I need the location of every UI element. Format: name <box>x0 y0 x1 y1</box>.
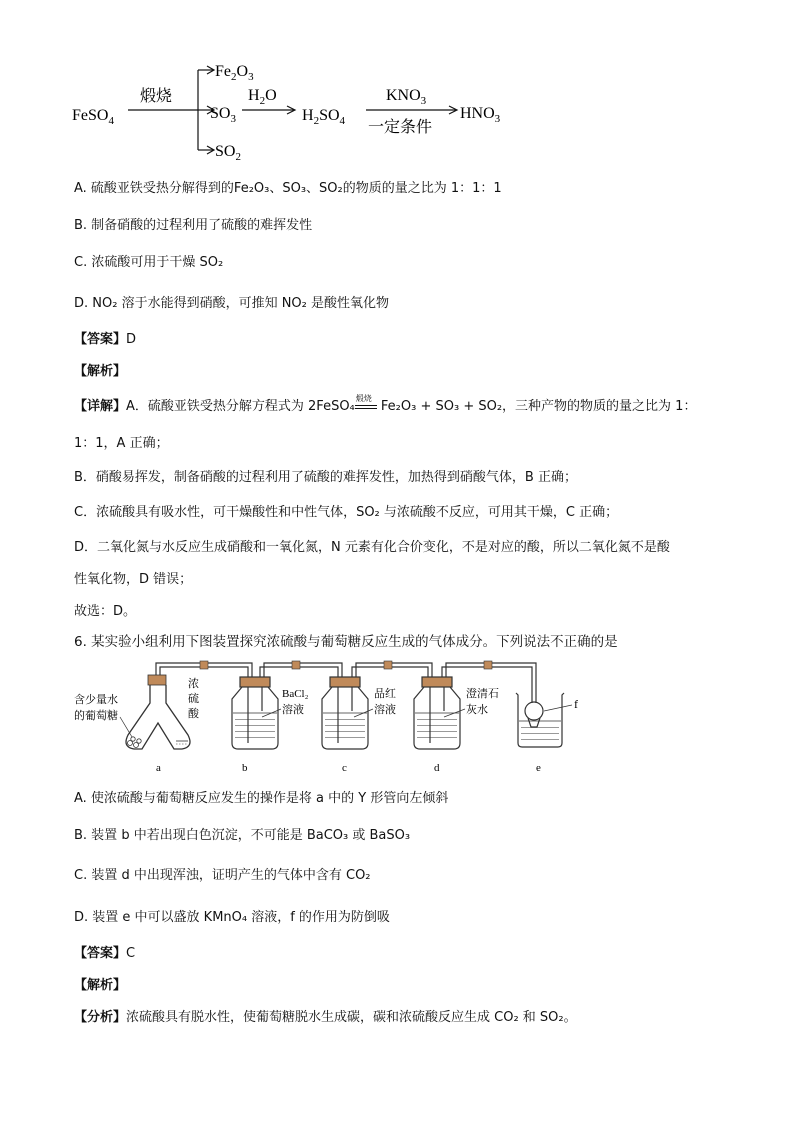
scheme-product-so2: $SO_2$ <box>215 143 241 163</box>
q6-option-d: D. 装置 e 中可以盛放 KMnO₄ 溶液，f 的作用为防倒吸 <box>74 910 390 925</box>
q6-analysis-line: 【分析】浓硫酸具有脱水性，使葡萄糖脱水生成碳，碳和浓硫酸反应生成 CO₂ 和 SO₂。 <box>74 1010 577 1025</box>
scheme-condition-certain: 一定条件 <box>368 119 433 136</box>
q5-detail-line-4: C．浓硫酸具有吸水性，可干燥酸性和中性气体，SO₂ 与浓硫酸不反应，可用其干燥，C 正确； <box>74 505 619 520</box>
q6-option-a: A. 使浓硫酸与葡萄糖反应发生的操作是将 a 中的 Y 形管向左倾斜 <box>74 791 449 806</box>
label-acid-1: 浓 <box>188 678 199 690</box>
q6-analysis-label: 【解析】 <box>74 978 127 993</box>
letter-c: c <box>342 762 347 774</box>
scheme-reagent-h2o: $H_2O$ <box>248 87 277 107</box>
apparatus-c-bottle <box>322 677 368 749</box>
apparatus-a-y-tube <box>126 675 190 749</box>
label-glucose-2: 的葡萄糖 <box>74 710 118 722</box>
apparatus-diagram <box>72 655 592 777</box>
letter-e: e <box>536 762 541 774</box>
letter-b: b <box>242 762 248 774</box>
q5-option-d: D. NO₂ 溶于水能得到硝酸，可推知 NO₂ 是酸性氧化物 <box>74 296 390 311</box>
q5-choose: 故选：D。 <box>74 604 137 619</box>
liquid-dots-b <box>235 719 275 738</box>
label-b-2: 溶液 <box>282 704 304 716</box>
reaction-scheme <box>70 58 530 168</box>
svg-text:FeSO4: FeSO$_4$ <box>72 107 114 127</box>
q6-stem: 6. 某实验小组利用下图装置探究浓硫酸与葡萄糖反应生成的气体成分。下列说法不正确的是 <box>74 634 618 650</box>
scheme-product-hno3: $HNO_3$ <box>460 105 501 125</box>
q5-detail-line-5: D．二氧化氮与水反应生成硝酸和一氧化氮，N 元素有化合价变化，不是对应的酸，所以二氧化氮不是酸 <box>74 540 670 555</box>
answer-value: D <box>126 332 137 347</box>
apparatus-d-bottle <box>414 677 460 749</box>
letter-a: a <box>156 762 161 774</box>
q5-option-b: B. 制备硝酸的过程利用了硫酸的难挥发性 <box>74 218 313 233</box>
q5-detail-line-3: B．硝酸易挥发，制备硝酸的过程利用了硫酸的难挥发性，加热得到硝酸气体，B 正确； <box>74 470 577 485</box>
label-c-1: 品红 <box>374 688 396 700</box>
scheme-reactant: FeSO <box>72 107 109 124</box>
letter-d: d <box>434 762 440 774</box>
scheme-product-so3: $SO_3$ <box>210 105 236 125</box>
label-c-2: 溶液 <box>374 704 396 716</box>
label-b-1: BaCl₂ <box>282 688 309 700</box>
apparatus-e-beaker <box>516 683 564 747</box>
answer-label: 【答案】 <box>74 332 127 347</box>
q5-option-a: A. 硫酸亚铁受热分解得到的Fe₂O₃、SO₃、SO₂的物质的量之比为 1：1：1 <box>74 181 502 196</box>
scheme-product-h2so4: $H_2SO_4$ <box>302 107 346 127</box>
liquid-dots-d <box>417 719 457 738</box>
detail-label: 【详解】 <box>74 399 127 414</box>
q5-detail-line-2: 1：1，A 正确； <box>74 436 169 451</box>
q5-answer <box>74 328 136 347</box>
scheme-reagent-kno3: $KNO_3$ <box>386 87 427 107</box>
liquid-dots-e <box>521 727 559 740</box>
q5-detail-line-1: 【详解】A．硫酸亚铁受热分解方程式为 2FeSO₄ 煅烧 Fe₂O₃ + SO₃ + SO₂，三种产物的物质的量之比为 1： <box>74 393 697 414</box>
label-d-2: 灰水 <box>466 704 488 716</box>
label-acid-2: 硫 <box>188 693 199 705</box>
calcine-equals-sign: 煅烧 <box>355 402 377 412</box>
q6-option-c: C. 装置 d 中出现浑浊，证明产生的气体中含有 CO₂ <box>74 868 371 883</box>
q5-option-c: C. 浓硫酸可用于干燥 SO₂ <box>74 255 224 270</box>
q6-answer: 【答案】C <box>74 946 136 961</box>
scheme-product-fe2o3: $Fe_2O_3$ <box>215 63 254 83</box>
liquid-dots-c <box>325 719 365 738</box>
label-glucose-1: 含少量水 <box>74 694 118 706</box>
answer-value: C <box>126 946 136 961</box>
label-f: f <box>574 697 578 711</box>
q6-option-b: B. 装置 b 中若出现白色沉淀，不可能是 BaCO₃ 或 BaSO₃ <box>74 828 411 843</box>
q5-detail-line-6: 性氧化物，D 错误； <box>74 572 193 587</box>
analysis-sub-label: 【分析】 <box>74 1010 127 1025</box>
label-d-1: 澄清石 <box>466 688 499 700</box>
label-acid-3: 酸 <box>188 708 199 720</box>
q5-analysis-label: 【解析】 <box>74 364 127 379</box>
scheme-condition-calcine: 煅烧 <box>140 88 173 105</box>
